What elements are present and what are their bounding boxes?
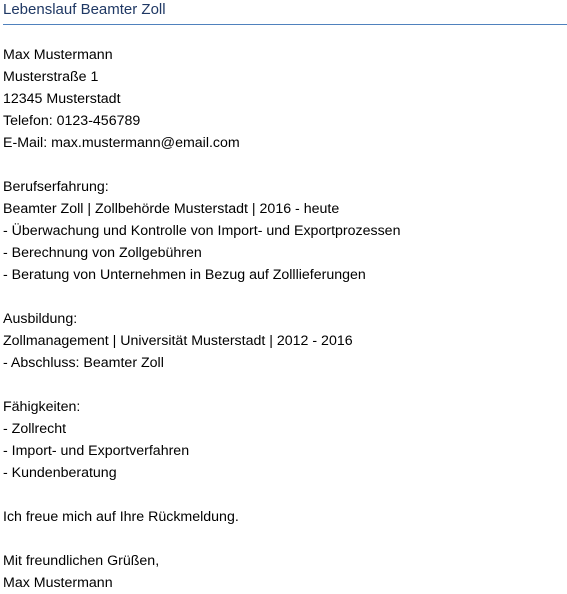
contact-block [3,44,563,154]
experience-section [3,176,563,286]
document-body [3,44,563,594]
education-section [3,308,563,374]
skills-item: - Kundenberatung [3,465,117,481]
document-header [3,0,567,25]
contact-name: Max Mustermann [3,47,113,63]
contact-city: 12345 Musterstadt [3,91,121,107]
spacer [3,374,563,396]
skills-item: - Import- und Exportverfahren [3,443,190,459]
contact-email: E-Mail: max.mustermann@email.com [3,135,240,151]
experience-item: - Berechnung von Zollgebühren [3,245,202,261]
experience-heading: Berufserfahrung: [3,179,109,195]
spacer [3,154,563,176]
contact-phone: Telefon: 0123-456789 [3,113,141,129]
spacer [3,286,563,308]
signature-name: Max Mustermann [3,575,113,591]
experience-position: Beamter Zoll | Zollbehörde Musterstadt | 2016 - heute [3,201,340,217]
closing-greeting: Mit freundlichen Grüßen, [3,553,160,569]
document-title: Lebenslauf Beamter Zoll [3,1,166,18]
spacer [3,528,563,550]
skills-section [3,396,563,484]
education-item: - Abschluss: Beamter Zoll [3,355,164,371]
closing-statement: Ich freue mich auf Ihre Rückmeldung. [3,509,239,525]
experience-item: - Beratung von Unternehmen in Bezug auf Zolllieferungen [3,267,366,283]
closing-section [3,506,563,594]
skills-heading: Fähigkeiten: [3,399,81,415]
education-program: Zollmanagement | Universität Musterstadt | 2012 - 2016 [3,333,353,349]
skills-item: - Zollrecht [3,421,67,437]
contact-street: Musterstraße 1 [3,69,99,85]
spacer [3,484,563,506]
experience-item: - Überwachung und Kontrolle von Import- und Exportprozessen [3,223,401,239]
education-heading: Ausbildung: [3,311,78,327]
